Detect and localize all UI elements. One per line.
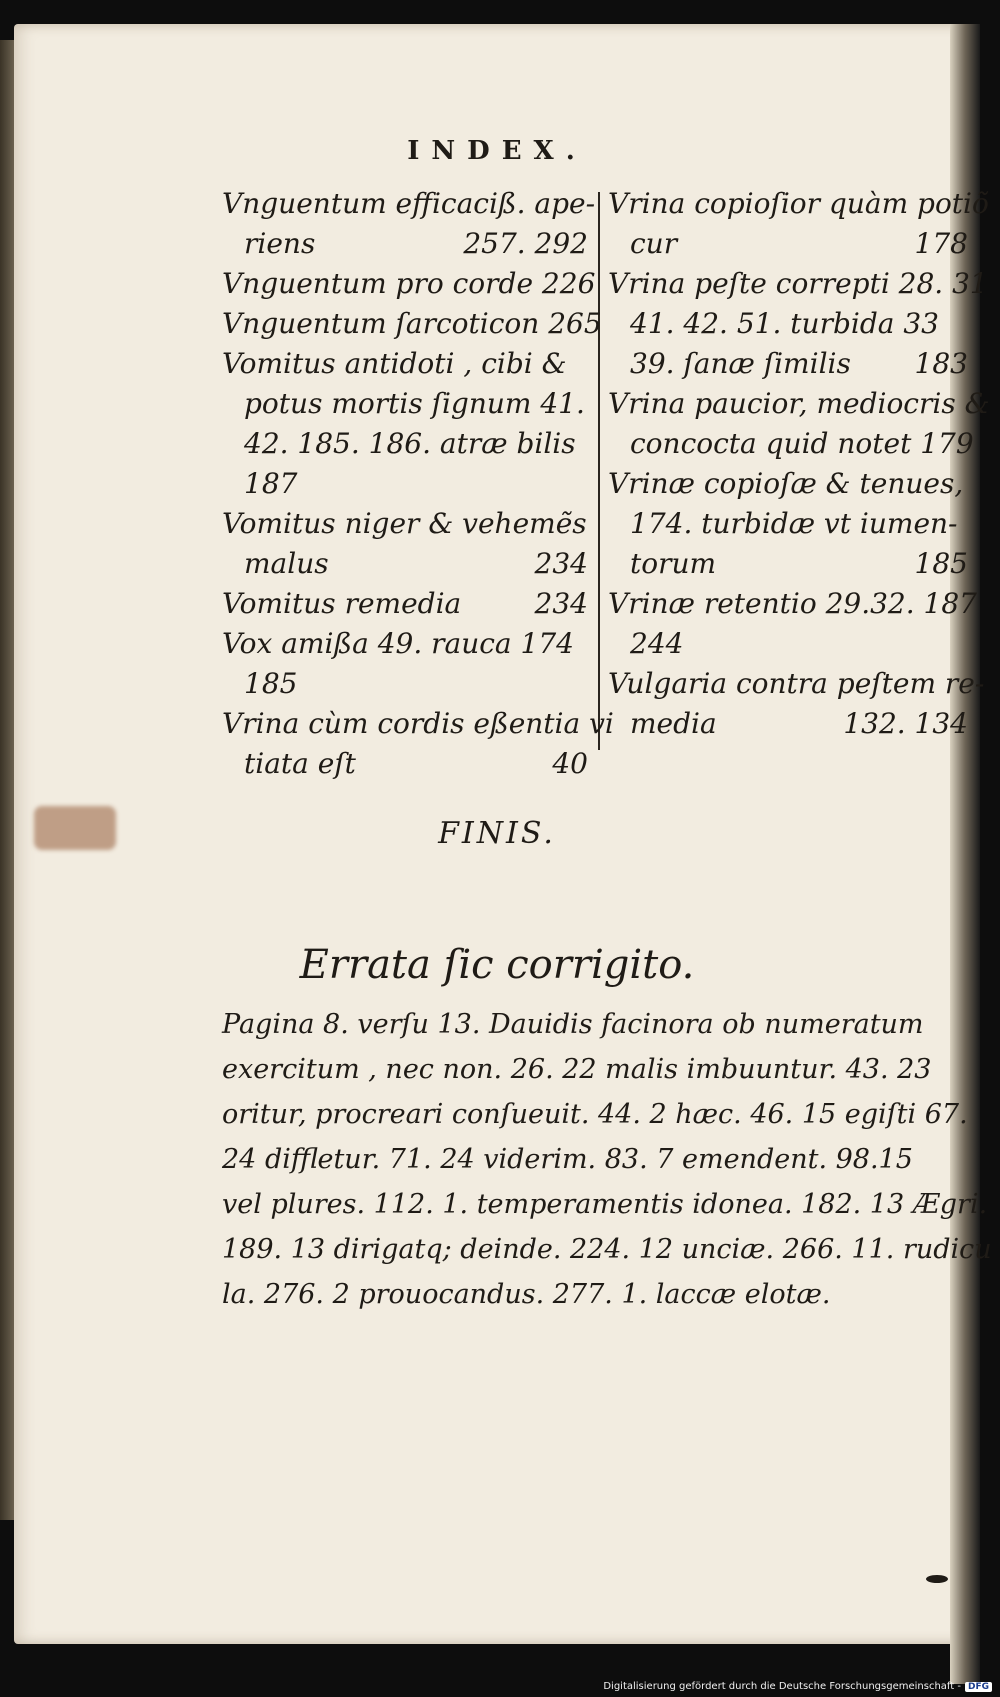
errata-line: oritur, procreari conſueuit. 44. 2 hæc. 46. 15 egiſti 67. [222,1099,968,1130]
index-entry-line [608,704,968,744]
errata-title: Errata ſic corrigito. [299,942,695,988]
index-entry-line [222,424,588,464]
index-entry-line [222,184,596,224]
index-entry-text: torum [630,547,717,580]
errata-line: Pagina 8. verſu 13. Dauidis facinora ob numeratum [222,1009,924,1040]
index-entry-text: 42. 185. 186. atræ bilis [244,427,576,460]
index-entry-line [222,544,588,584]
index-entry-line [222,584,588,624]
index-entry [608,464,968,584]
index-entry [608,184,989,264]
index-entry-text: tiata eſt [244,747,356,780]
index-entry [222,624,588,704]
index-entry-text: Vnguentum ſarcoticon 265 [222,307,602,340]
index-entry-text: cur [630,227,678,260]
dfg-logo: DFG [965,1682,992,1692]
index-entry-text: Vox amißa 49. rauca 174 [222,627,574,660]
index-entry-text: Vrina paucior, mediocris & [608,387,990,420]
index-entry [222,504,588,584]
index-entry-text: potus mortis ſignum 41. [244,387,585,420]
index-page-numbers: 178 [914,227,968,260]
index-entry-line [608,264,988,304]
index-entry-line [608,504,968,544]
index-entry-text: Vrinæ copioſæ & tenues, [608,467,964,500]
column-divider [598,192,600,750]
index-entry-line [608,424,974,464]
index-entry [222,304,602,344]
index-entry-line [608,464,968,504]
index-entry-text: 187 [244,467,298,500]
index-entry-line [222,504,588,544]
index-entry-line [222,224,588,264]
index-entry-text: Vrina copioſior quàm potiõ [608,187,989,220]
index-entry-line [222,264,596,304]
index-entry-line [608,344,968,384]
errata-line: exercitum , nec non. 26. 22 malis imbuuntur. 43. 23 [222,1054,932,1085]
footer-text: Digitalisierung gefördert durch die Deutsche Forschungsgemeinschaft - [603,1681,961,1692]
index-entry-text: Vomitus antidoti , cibi & [222,347,567,380]
index-entry [608,664,985,744]
index-entry-line [608,584,977,624]
index-entry [608,264,988,384]
index-page-numbers: 183 [914,347,968,380]
index-entry-text: Vulgaria contra peſtem re- [608,667,985,700]
index-entry-text: Vnguentum pro corde 226 [222,267,596,300]
index-entry-line [222,664,588,704]
errata-line: la. 276. 2 prouocandus. 277. 1. laccæ elotæ. [222,1279,831,1310]
index-entry-line [608,624,968,664]
index-entry [222,344,588,504]
index-entry-line [222,624,588,664]
index-page-numbers: 132. 134 [843,707,968,740]
index-entry-line [608,304,968,344]
index-entry [222,704,614,784]
index-entry-text: Vomitus niger & vehemẽs [222,507,587,540]
index-entry-text: Vrina cùm cordis eßentia vi [222,707,614,740]
index-entry-text: 174. turbidæ vt iumen- [630,507,958,540]
index-page-numbers: 234 [534,547,588,580]
digitization-footer [603,1681,992,1692]
index-column-left [222,184,614,784]
finis-label: FINIS. [438,816,556,851]
index-entry-text: Vnguentum efficaciß. ape- [222,187,596,220]
index-page-numbers: 257. 292 [463,227,588,260]
errata-text [222,1002,992,1317]
index-entry-text: malus [244,547,329,580]
book-spine [0,40,14,1520]
index-entry-text: Vrina peſte correpti 28. 31 [608,267,988,300]
index-page-numbers: 185 [914,547,968,580]
index-entry-text: 41. 42. 51. turbida 33 [630,307,939,340]
index-entry-line [608,664,985,704]
index-entry-line [608,224,968,264]
errata-line: 24 diffletur. 71. 24 viderim. 83. 7 emendent. 98.15 [222,1144,913,1175]
book-page [14,24,992,1644]
index-entry-line [222,304,602,344]
index-entry-text: Vrinæ retentio 29.32. 187 [608,587,977,620]
index-entry [608,384,990,464]
index-entry-line [222,344,588,384]
index-entry [222,264,596,304]
index-entry-text: 39. ſanæ ſimilis [630,347,851,380]
index-entry-text: 185 [244,667,298,700]
index-page-numbers: 234 [534,587,588,620]
index-entry-text: riens [244,227,316,260]
page-header: INDEX. [407,136,587,166]
errata-line: vel plures. 112. 1. temperamentis idonea. 182. 13 Ægri. [222,1189,988,1220]
errata-line: 189. 13 dirigatq; deinde. 224. 12 unciæ. 266. 11. rudicu [222,1234,992,1265]
index-entry [222,184,596,264]
index-entry [608,584,977,664]
index-entry-line [222,744,588,784]
ink-mark [926,1575,948,1583]
index-entry [222,584,588,624]
index-entry-line [222,384,588,424]
index-entry-text: concocta quid notet 179 [630,427,974,460]
index-entry-text: Vomitus remedia [222,587,462,620]
index-entry-text: 244 [630,627,684,660]
index-entry-line [608,184,989,224]
index-entry-line [222,704,614,744]
index-entry-text: media [630,707,717,740]
index-column-right [608,184,990,744]
index-entry-line [222,464,588,504]
index-entry-line [608,544,968,584]
index-page-numbers: 40 [552,747,588,780]
index-entry-line [608,384,990,424]
